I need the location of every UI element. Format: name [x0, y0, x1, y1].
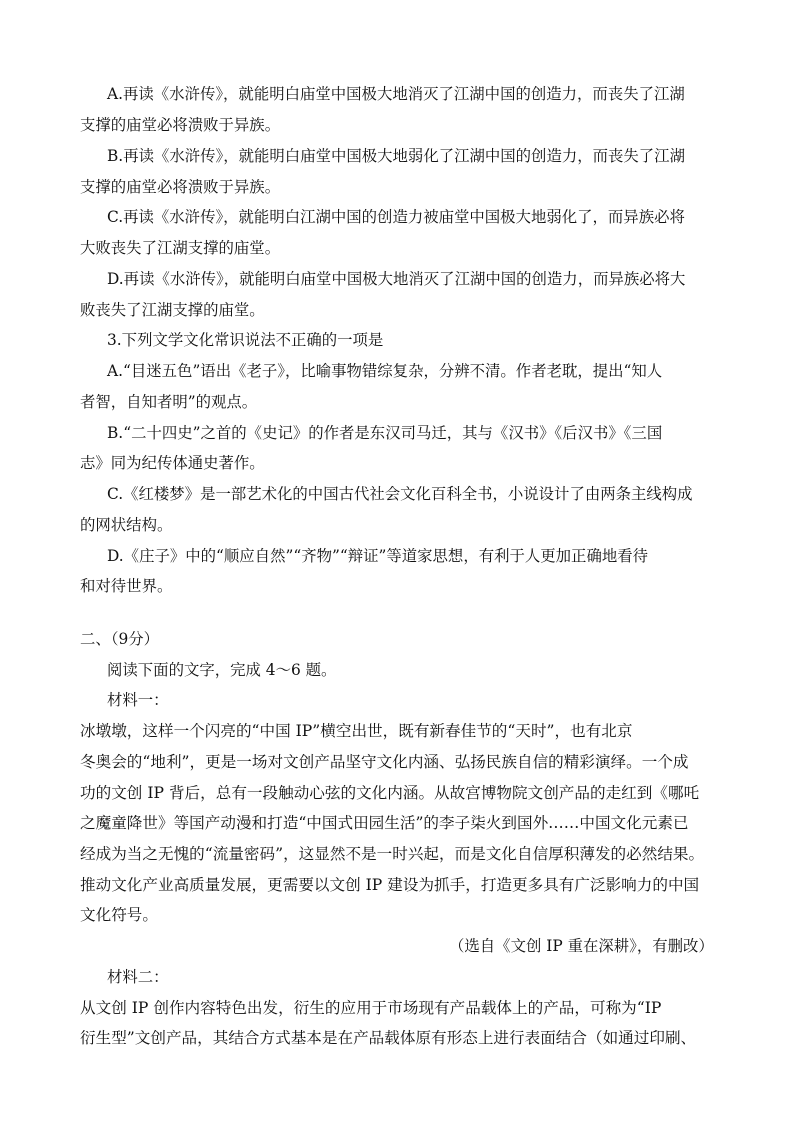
q2-option-a-line2: 支撑的庙堂必将溃败于异族。	[80, 116, 281, 134]
material2-line: 衍生型”文创产品，其结合方式基本是在产品载体原有形态上进行表面结合（如通过印刷、	[80, 1029, 697, 1047]
q3-option-a-line2: 者智，自知者明”的观点。	[80, 393, 258, 411]
q2-option-c-line1: C.再读《水浒传》，就能明白江湖中国的创造力被庙堂中国极大地弱化了，而异族必将	[107, 208, 685, 226]
material1-line: 冰墩墩，这样一个闪亮的“中国 IP”横空出世，既有新春佳节的“天时”，也有北京	[80, 722, 633, 740]
material2-line: 从文创 IP 创作内容特色出发，衍生的应用于市场现有产品载体上的产品，可称为“IP	[80, 999, 662, 1017]
q3-option-a-line1: A.“目迷五色”语出《老子》，比喻事物错综复杂，分辨不清。作者老耽，提出“知人	[107, 362, 663, 380]
material1-line: 文化符号。	[80, 906, 158, 924]
material1-line: 经成为当之无愧的“流量密码”，这显然不是一时兴起，而是文化自信厚积薄发的必然结果。	[80, 845, 705, 863]
q2-option-c-line2: 大败丧失了江湖支撑的庙堂。	[80, 239, 281, 257]
material1-source: （选自《文创 IP 重在深耕》，有删改）	[449, 937, 714, 955]
q3-option-d-line1: D.《庄子》中的“顺应自然”“齐物”“辩证”等道家思想，有利于人更加正确地看待	[107, 547, 649, 565]
material1-label: 材料一：	[107, 691, 169, 709]
q3-option-c-line2: 的网状结构。	[80, 516, 173, 534]
section-heading: 二、（9分）	[80, 630, 160, 648]
q2-option-b-line2: 支撑的庙堂必将溃败于异族。	[80, 178, 281, 196]
material1-line: 功的文创 IP 背后，总有一段触动心弦的文化内涵。从故宫博物院文创产品的走红到《哪吒	[80, 784, 700, 802]
q3-option-b-line2: 志》同为纪传体通史著作。	[80, 454, 265, 472]
section-instruction: 阅读下面的文字，完成 4～6 题。	[107, 661, 337, 679]
q3-stem: 3.下列文学文化常识说法不正确的一项是	[107, 331, 384, 349]
material1-line: 推动文化产业高质量发展，更需要以文创 IP 建设为抓手，打造更多具有广泛影响力的中国	[80, 876, 700, 894]
q3-option-d-line2: 和对待世界。	[80, 577, 173, 595]
material1-line: 冬奥会的“地利”，更是一场对文创产品坚守文化内涵、弘扬民族自信的精彩演绎。一个成	[80, 753, 689, 771]
q2-option-d-line2: 败丧失了江湖支撑的庙堂。	[80, 301, 265, 319]
q3-option-c-line1: C.《红楼梦》是一部艺术化的中国古代社会文化百科全书，小说设计了由两条主线构成	[107, 485, 693, 503]
q3-option-b-line1: B.“二十四史”之首的《史记》的作者是东汉司马迁，其与《汉书》《后汉书》《三国	[107, 424, 663, 442]
q2-option-a-line1: A.再读《水浒传》，就能明白庙堂中国极大地消灭了江湖中国的创造力，而丧失了江湖	[107, 85, 685, 103]
q2-option-d-line1: D.再读《水浒传》，就能明白庙堂中国极大地消灭了江湖中国的创造力，而异族必将大	[107, 270, 686, 288]
material1-line: 之魔童降世》等国产动漫和打造“中国式田园生活”的李子柒火到国外……中国文化元素已	[80, 814, 689, 832]
q2-option-b-line1: B.再读《水浒传》，就能明白庙堂中国极大地弱化了江湖中国的创造力，而丧失了江湖	[107, 147, 685, 165]
material2-label: 材料二：	[107, 968, 169, 986]
